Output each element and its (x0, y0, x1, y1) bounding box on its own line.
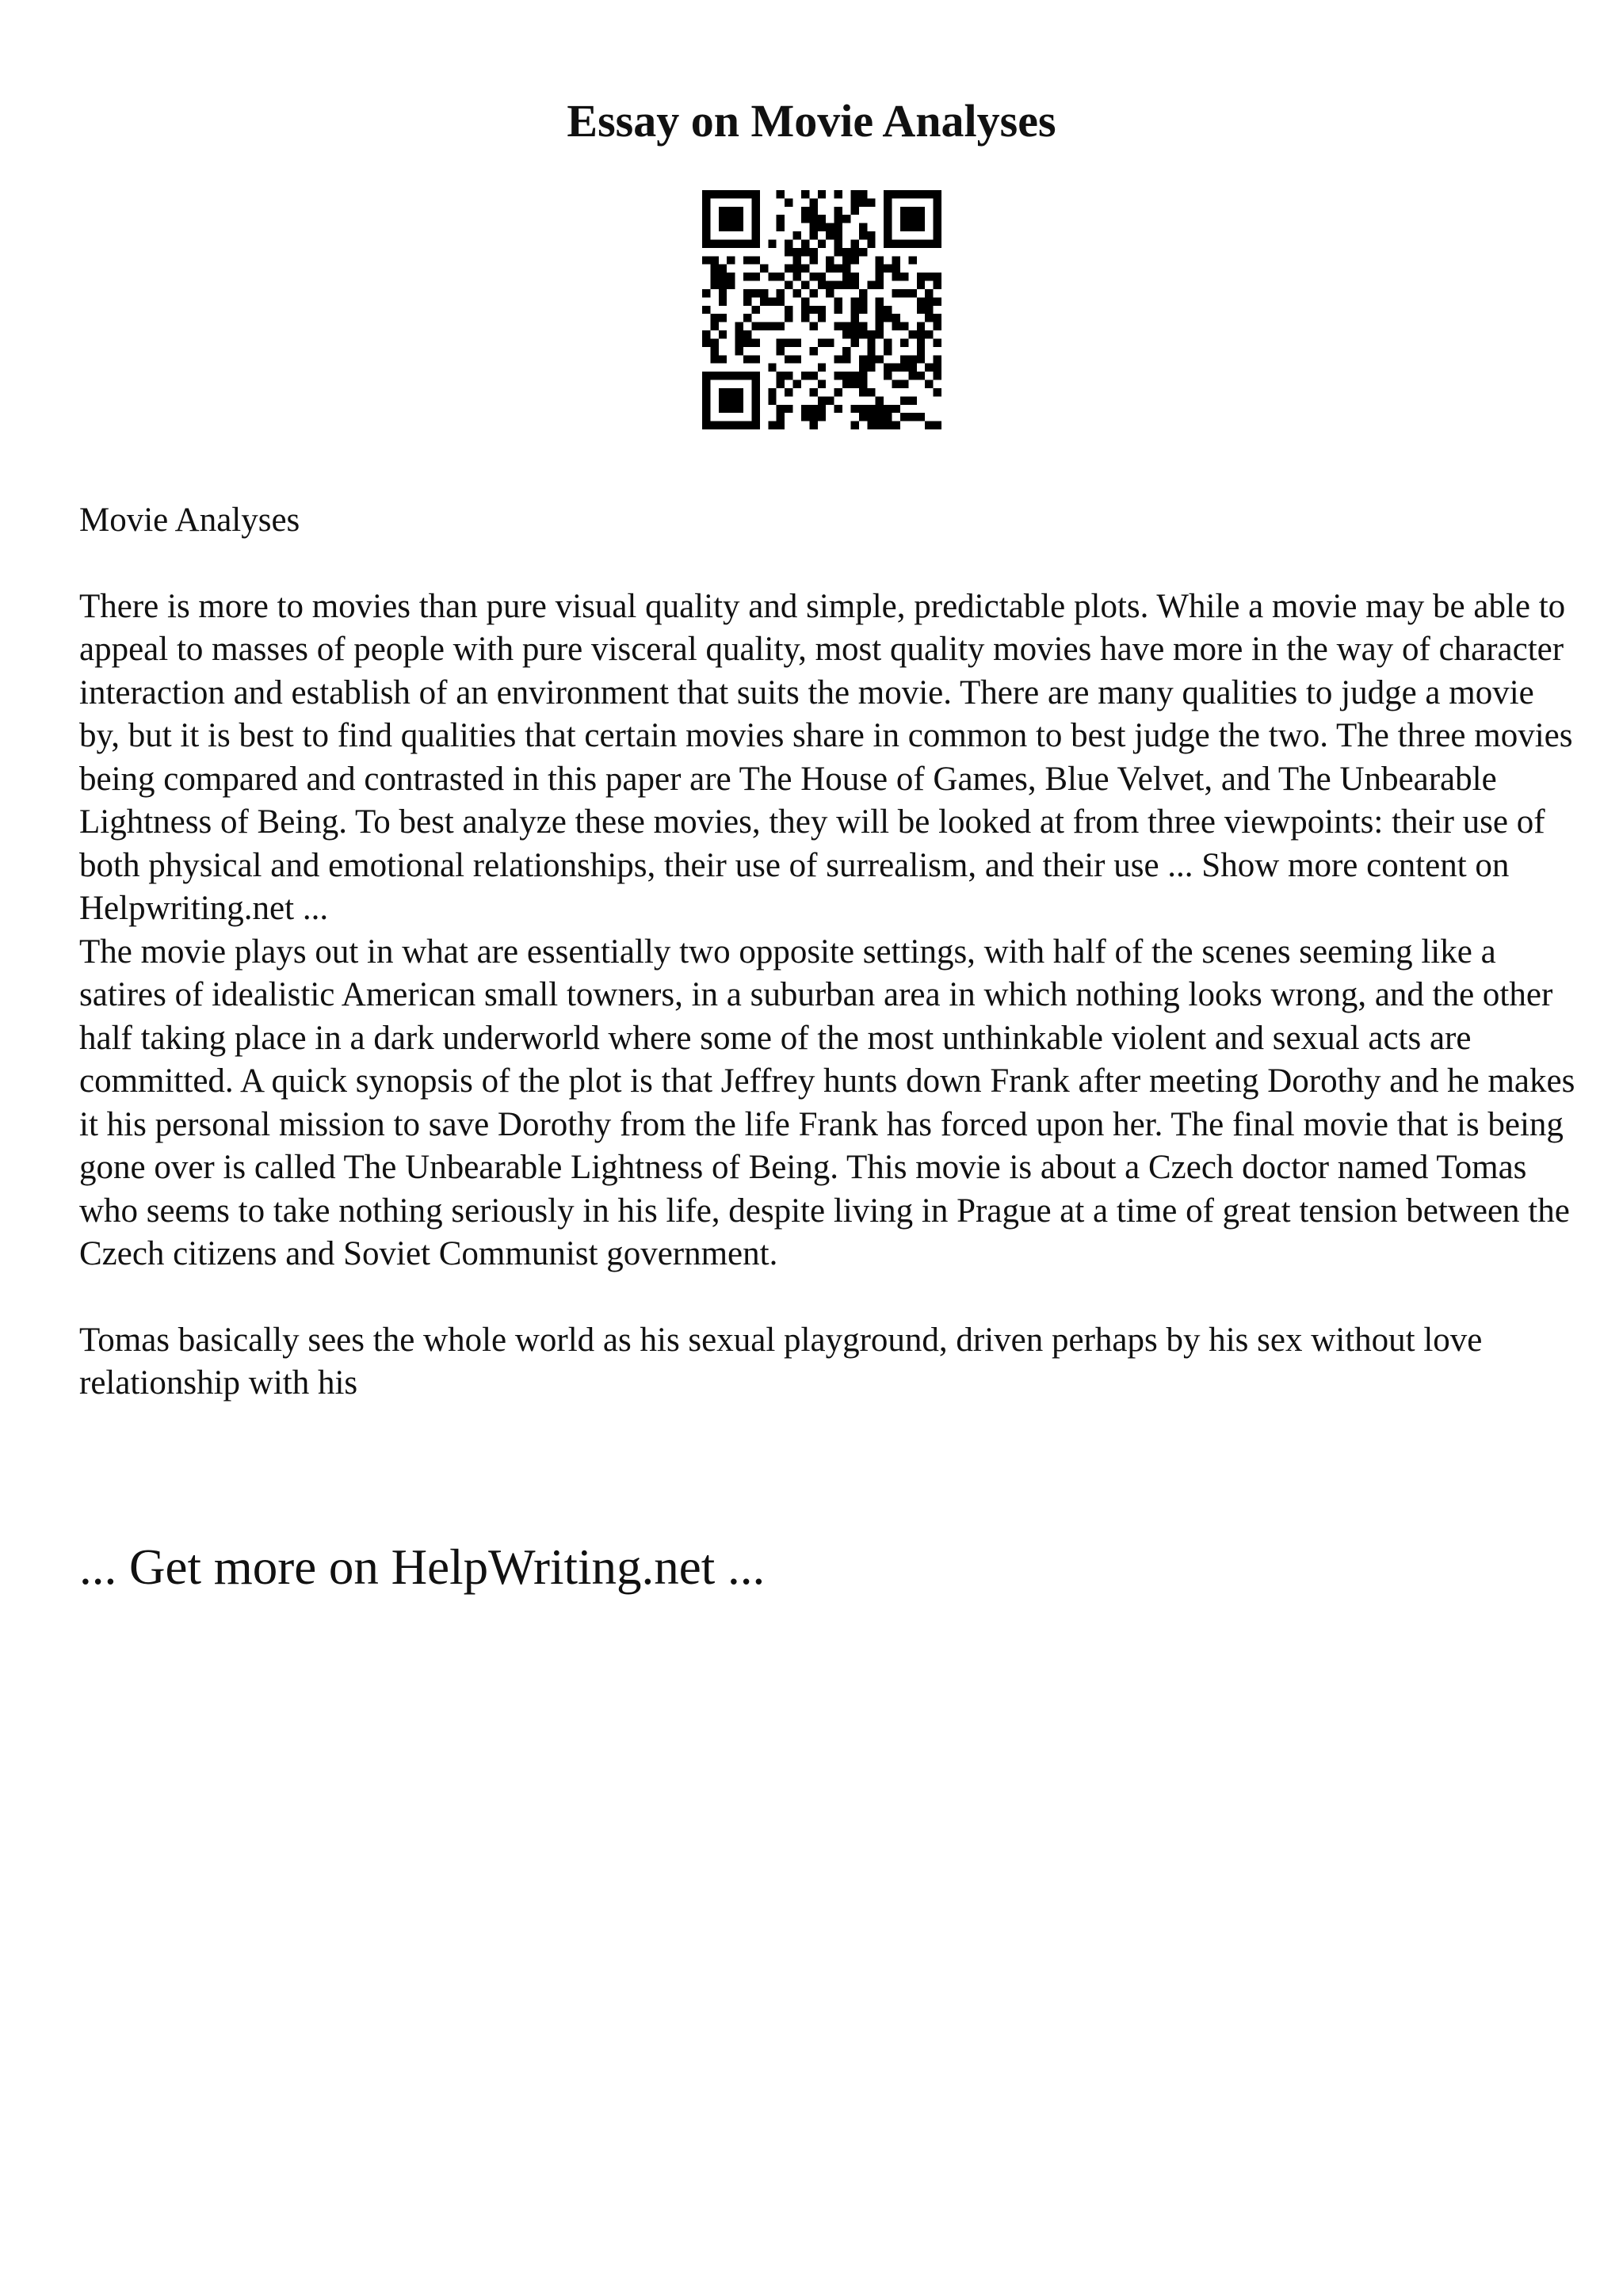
essay-paragraph: The movie plays out in what are essentially two opposite settings, with half of the scenes seeming like a satires of idealistic American small towners, in a suburban area in which nothing looks wrong, and the other half taking place in a dark underworld where some of the most unthinkable violent and sexual acts are committed. A quick synopsis of the plot is that Jeffrey hunts down Frank after meeting Dorothy and he makes it his personal mission to save Dorothy from the life Frank has forced upon her. The final movie that is being gone over is called The Unbearable Lightness of Being. This movie is about a Czech doctor named Tomas who seems to take nothing seriously in his life, despite living in Prague at a time of great tension between the Czech citizens and Soviet Communist government. (79, 933, 1575, 1272)
essay-paragraph: Tomas basically sees the whole world as his sexual playground, driven perhaps by his sex without love relationship with his (79, 1321, 1483, 1402)
qr-code-icon[interactable] (702, 190, 941, 429)
essay-body (79, 499, 1577, 1405)
get-more-link[interactable]: ... Get more on HelpWriting.net ... (79, 1539, 766, 1595)
paragraph-spacer (79, 543, 1577, 585)
essay-paragraph: There is more to movies than pure visual quality and simple, predictable plots. While a movie may be able to appeal to masses of people with pure visceral quality, most quality movies have more in the way of character interaction and establish of an environment that suits the movie. There are many qualities to judge a movie by, but it is best to find qualities that certain movies share in common to best judge the two. The three movies being compared and contrasted in this paper are The House of Games, Blue Velvet, and The Unbearable Lightness of Being. To best analyze these movies, they will be looked at from three viewpoints: their use of both physical and emotional relationships, their use of surrealism, and their use ... Show more content on Helpwriting.net ... (79, 587, 1573, 927)
paragraph-spacer (79, 1276, 1577, 1319)
document-title: Essay on Movie Analyses (567, 95, 1056, 147)
essay-subtitle: Movie Analyses (79, 502, 300, 539)
